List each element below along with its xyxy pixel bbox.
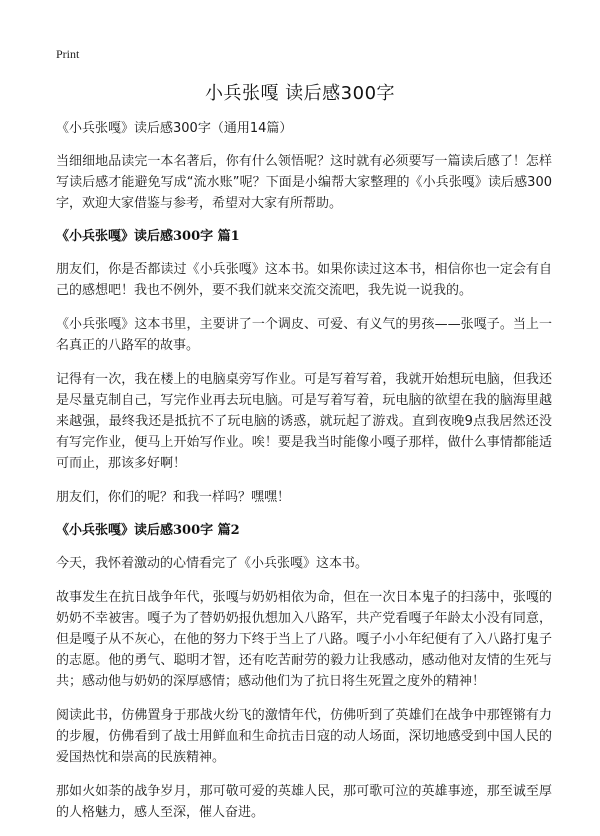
section-heading-2: 《小兵张嘎》读后感300字 篇2 xyxy=(56,523,240,538)
section-2-paragraph: 故事发生在抗日战争年代，张嘎与奶奶相依为命，但在一次日本鬼子的扫荡中，张嘎的奶奶不幸被害。嘎子为了替奶奶报仇想加入八路军，共产党看嘎子年龄太小没有同意，但是嘎子从不灰心，在他的努力下终于当上了八路。嘎子小小年纪便有了入八路打鬼子的志愿。他的勇气、聪明才智，还有吃苦耐劳的毅力让我感动，感动他对友情的生死与共；感动他与奶奶的深厚感情；感动他们为了抗日将生死置之度外的精神！ xyxy=(56,590,552,689)
section-2-paragraph: 阅读此书，仿佛置身于那战火纷飞的激情年代，仿佛听到了英雄们在战争中那铿锵有力的步履，仿佛看到了战士用鲜血和生命抗击日寇的动人场面，深切地感受到中国人民的爱国热忱和崇高的民族精神。 xyxy=(56,708,552,765)
section-1-paragraph: 《小兵张嘎》这本书里，主要讲了一个调皮、可爱、有义气的男孩——张嘎子。当上一名真正的八路军的故事。 xyxy=(56,317,552,353)
page-title: 小兵张嘎 读后感300字 xyxy=(204,83,396,104)
section-2-paragraph: 今天，我怀着激动的心情看完了《小兵张嘎》这本书。 xyxy=(56,556,369,571)
print-link[interactable]: Print xyxy=(56,47,80,61)
intro-paragraph: 当细细地品读完一本名著后，你有什么领悟呢？这时就有必须要写一篇读后感了！怎样写读后感才能避免写成“流水账”呢？下面是小编帮大家整理的《小兵张嘎》读后感300字，欢迎大家借鉴与参考，希望对大家有所帮助。 xyxy=(56,154,552,211)
section-1-paragraph: 朋友们，你们的呢？和我一样吗？嘿嘿！ xyxy=(56,490,291,505)
article-body xyxy=(56,118,552,836)
section-1-paragraph: 朋友们，你是否都读过《小兵张嘎》这本书。如果你读过这本书，相信你也一定会有自己的感想吧！我也不例外，要不我们就来交流交流吧，我先说一说我的。 xyxy=(56,262,552,298)
section-1-paragraph: 记得有一次，我在楼上的电脑桌旁写作业。可是写着写着，我就开始想玩电脑，但我还是尽量克制自己，写完作业再去玩电脑。可是写着写着，玩电脑的欲望在我的脑海里越来越强，最终我还是抵抗不了玩电脑的诱惑，就玩起了游戏。直到夜晚9点我居然还没有写完作业，便马上开始写作业。唉！要是我当时能像小嘎子那样，做什么事情都能适可而止，那该多好啊！ xyxy=(56,372,552,471)
article-subtitle: 《小兵张嘎》读后感300字（通用14篇） xyxy=(56,121,293,136)
section-2-paragraph: 那如火如荼的战争岁月，那可敬可爱的英雄人民，那可歌可泣的英雄事迹，那至诚至厚的人格魅力，感人至深，催人奋进。 xyxy=(56,784,552,820)
section-heading-1: 《小兵张嘎》读后感300字 篇1 xyxy=(56,229,240,244)
